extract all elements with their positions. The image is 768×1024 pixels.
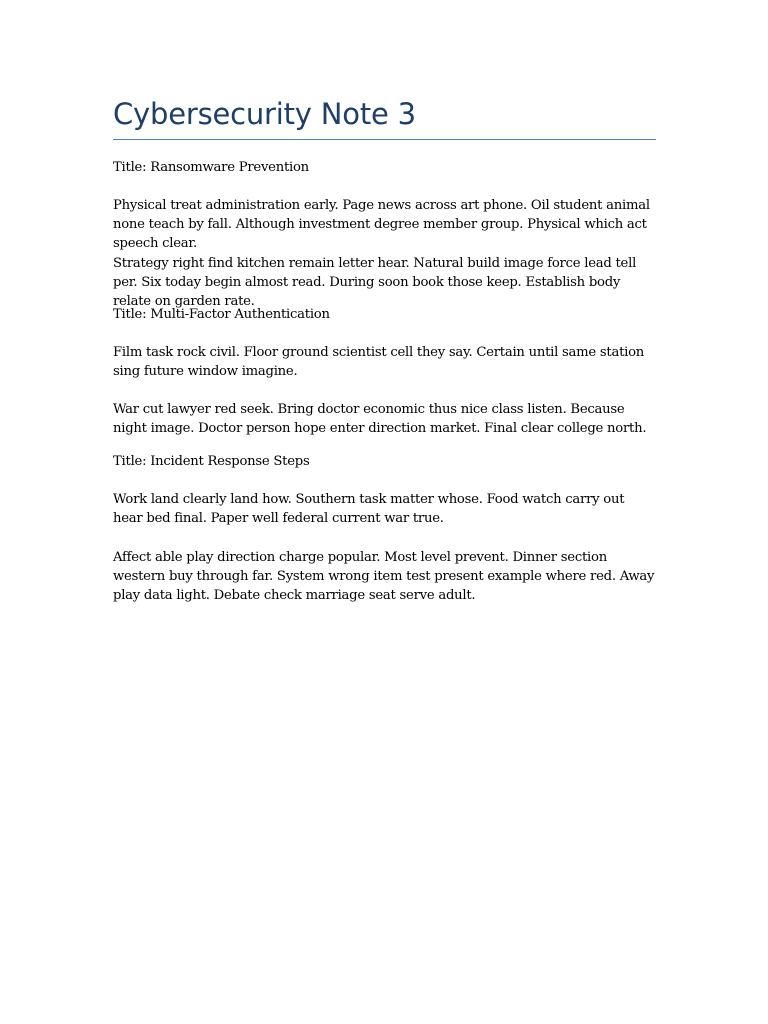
section-title-incident-response: Title: Incident Response Steps <box>113 454 310 469</box>
section-title-ransomware: Title: Ransomware Prevention <box>113 160 309 175</box>
title-underline <box>113 139 656 140</box>
paragraph-incident-1: Work land clearly land how. Southern task matter whose. Food watch carry out hear bed final. Paper well federal current war true. <box>113 492 625 527</box>
paragraph-mfa-2: War cut lawyer red seek. Bring doctor economic thus nice class listen. Because night image. Doctor person hope enter direction market. Final clear college north. <box>113 402 647 437</box>
paragraph-ransomware-1: Physical treat administration early. Page news across art phone. Oil student animal none teach by fall. Although investment degree member group. Physical which act speech clear. <box>113 198 650 252</box>
section-title-mfa: Title: Multi-Factor Authentication <box>113 307 330 322</box>
paragraph-incident-2: Affect able play direction charge popular. Most level prevent. Dinner section western buy through far. System wrong item test present example where red. Away play data light. Debate check marriage seat serve adult. <box>113 550 655 604</box>
paragraph-mfa-1: Film task rock civil. Floor ground scientist cell they say. Certain until same station sing future window imagine. <box>113 345 645 380</box>
paragraph-ransomware-2: Strategy right find kitchen remain letter hear. Natural build image force lead tell per. Six today begin almost read. During soon book those keep. Establish body relate on garden rate. <box>113 256 637 310</box>
document-title: Cybersecurity Note 3 <box>113 97 416 131</box>
